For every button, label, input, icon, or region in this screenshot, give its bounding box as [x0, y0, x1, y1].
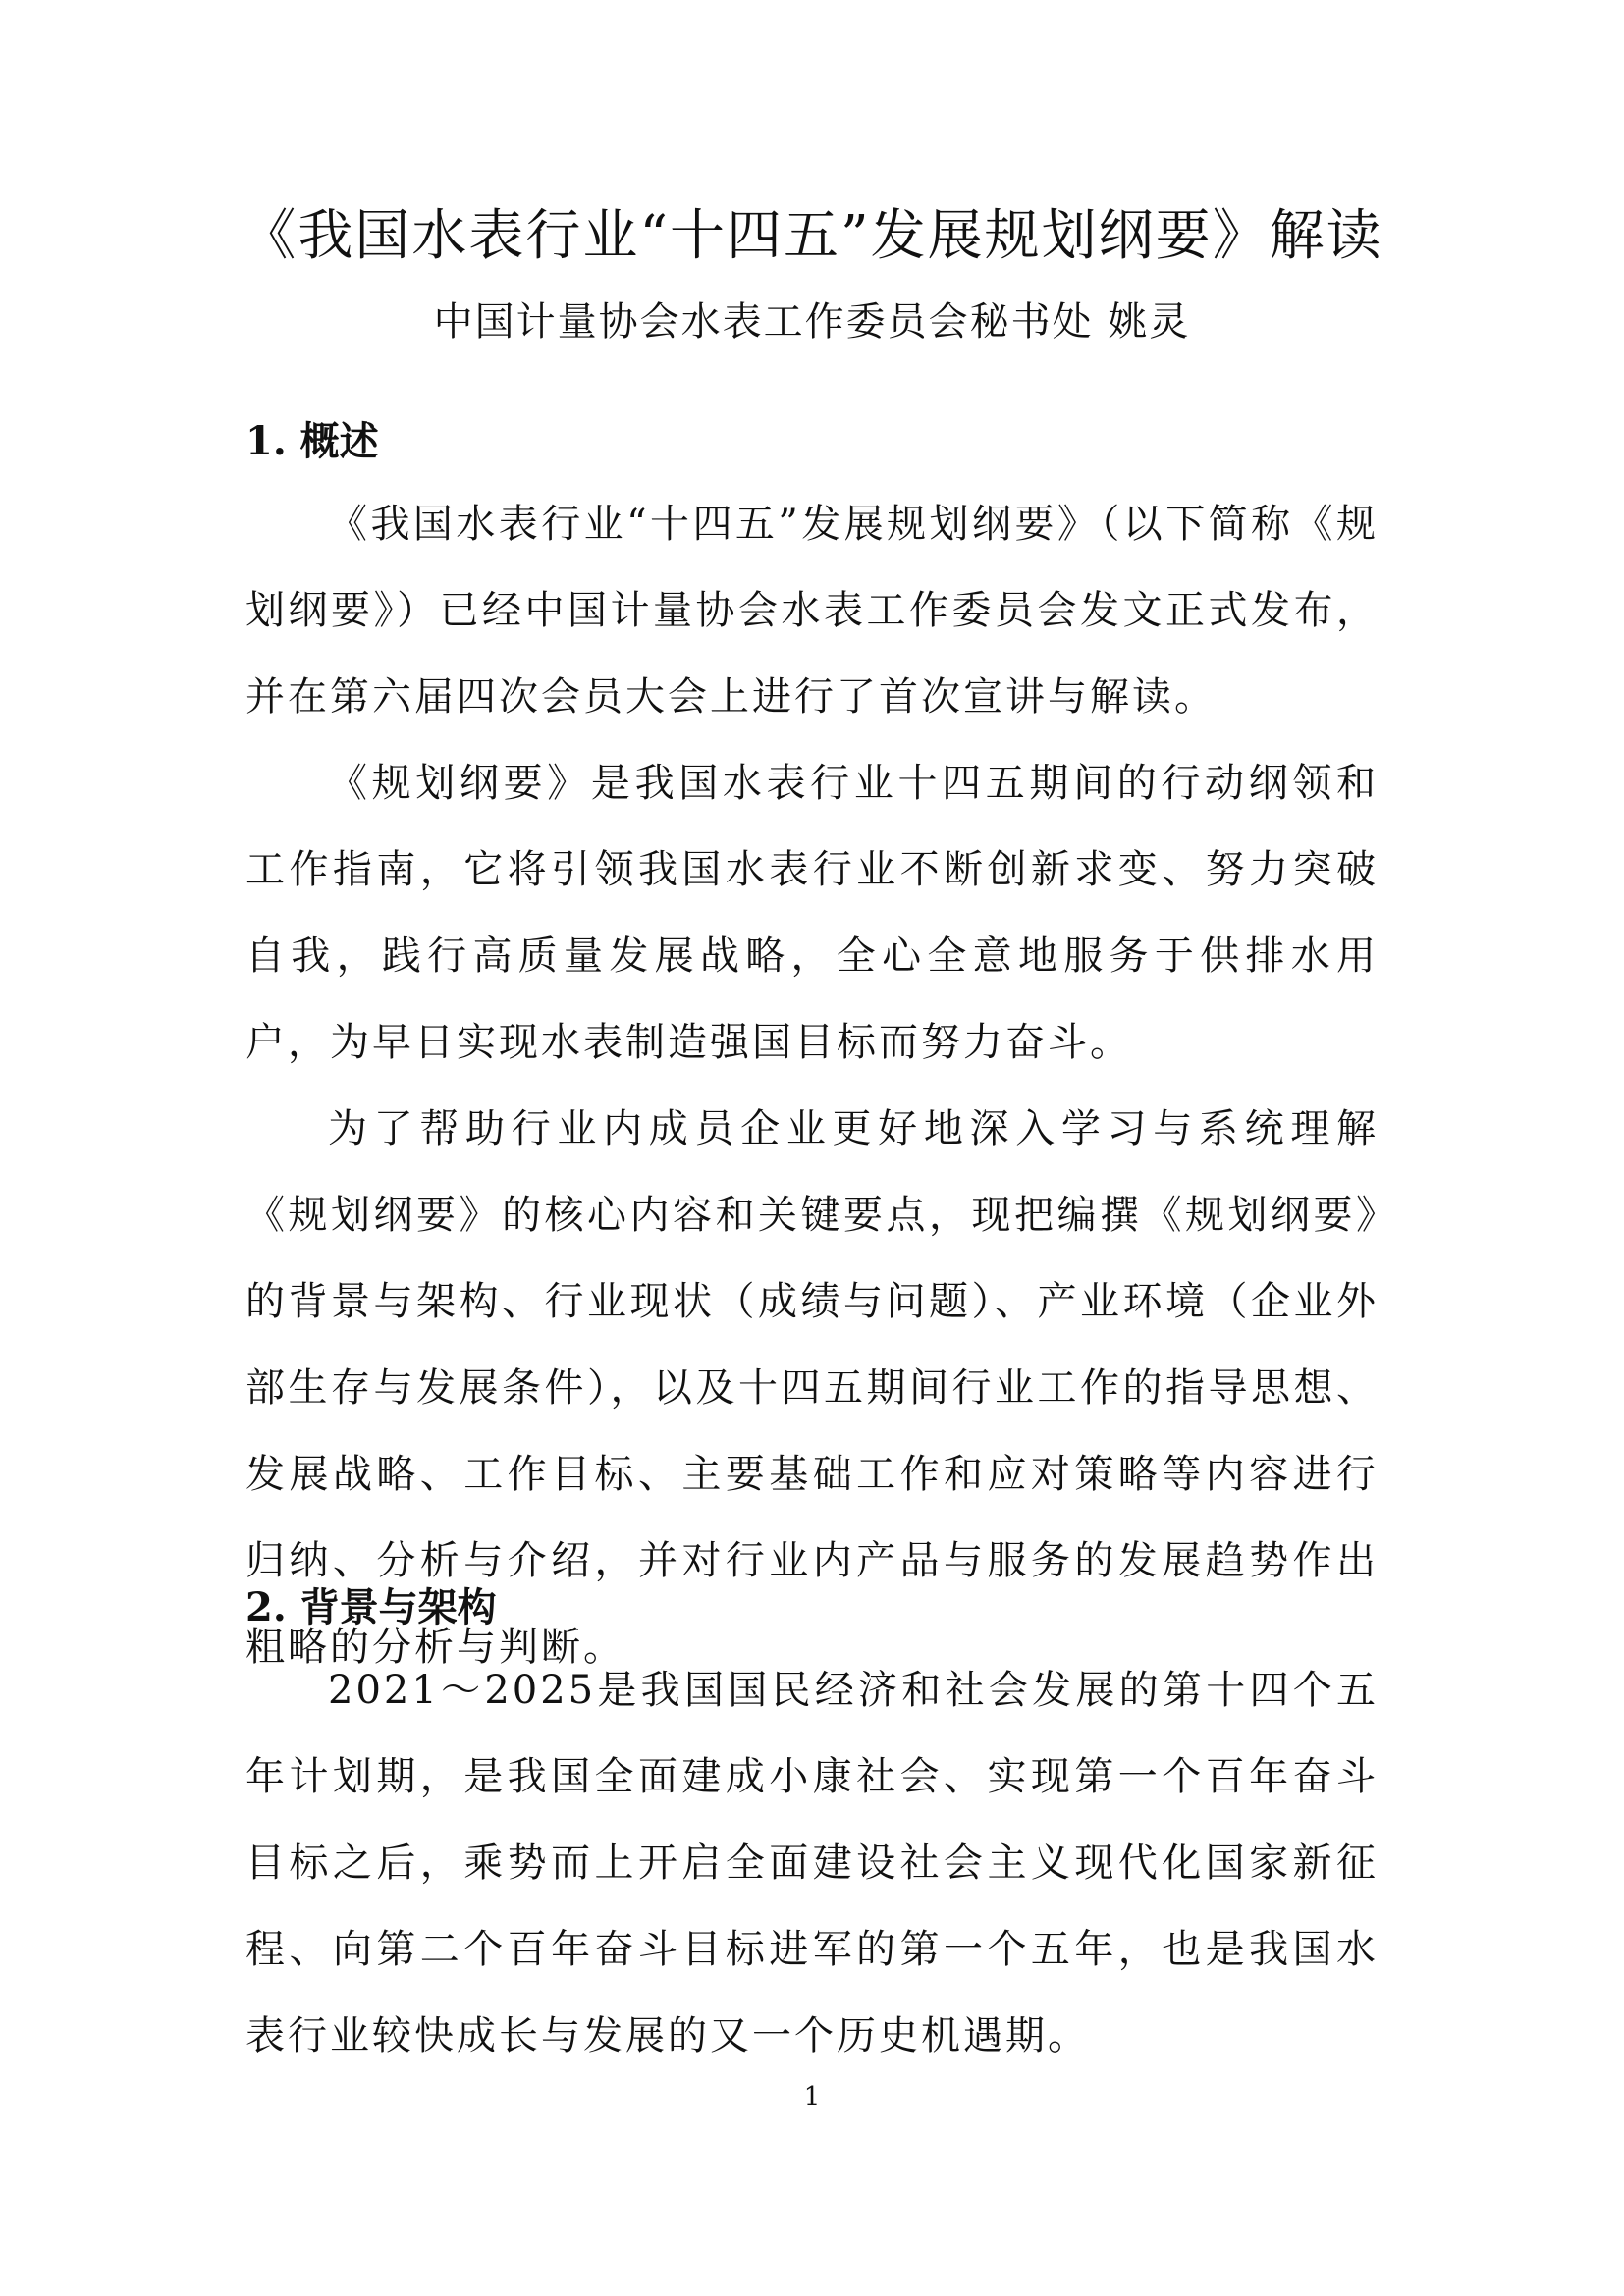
paragraph-background-1: 2021～2025是我国国民经济和社会发展的第十四个五年计划期，是我国全面建成小康社会、实现第一个百年奋斗目标之后，乘势而上开启全面建设社会主义现代化国家新征程、向第二个百年奋斗目标进军的第一个五年，也是我国水表行业较快成长与发展的又一个历史机遇期。 [245, 1668, 1379, 2058]
paragraph-overview-1: 《我国水表行业“十四五”发展规划纲要》（以下简称《规划纲要》）已经中国计量协会水表工作委员会发文正式发布，并在第六届四次会员大会上进行了首次宣讲与解读。 [245, 502, 1379, 720]
paragraph-overview-3: 为了帮助行业内成员企业更好地深入学习与系统理解《规划纲要》的核心内容和关键要点，现把编撰《规划纲要》的背景与架构、行业现状（成绩与问题）、产业环境（企业外部生存与发展条件），以及十四五期间行业工作的指导思想、发展战略、工作目标、主要基础工作和应对策略等内容进行归纳、分析与介绍，并对行业内产品与服务的发展趋势作出粗略的分析与判断。 [245, 1106, 1379, 1670]
paragraph-overview-2: 《规划纲要》是我国水表行业十四五期间的行动纲领和工作指南，它将引领我国水表行业不断创新求变、努力突破自我，践行高质量发展战略，全心全意地服务于供排水用户，为早日实现水表制造强国目标而努力奋斗。 [245, 761, 1379, 1065]
document-title: 《我国水表行业“十四五”发展规划纲要》解读 [241, 204, 1383, 268]
section-heading-background: 2. 背景与架构 [245, 1584, 497, 1630]
section-heading-overview: 1. 概述 [245, 418, 379, 464]
document-author-line: 中国计量协会水表工作委员会秘书处 姚灵 [433, 299, 1191, 345]
page-number: 1 [803, 2082, 821, 2111]
